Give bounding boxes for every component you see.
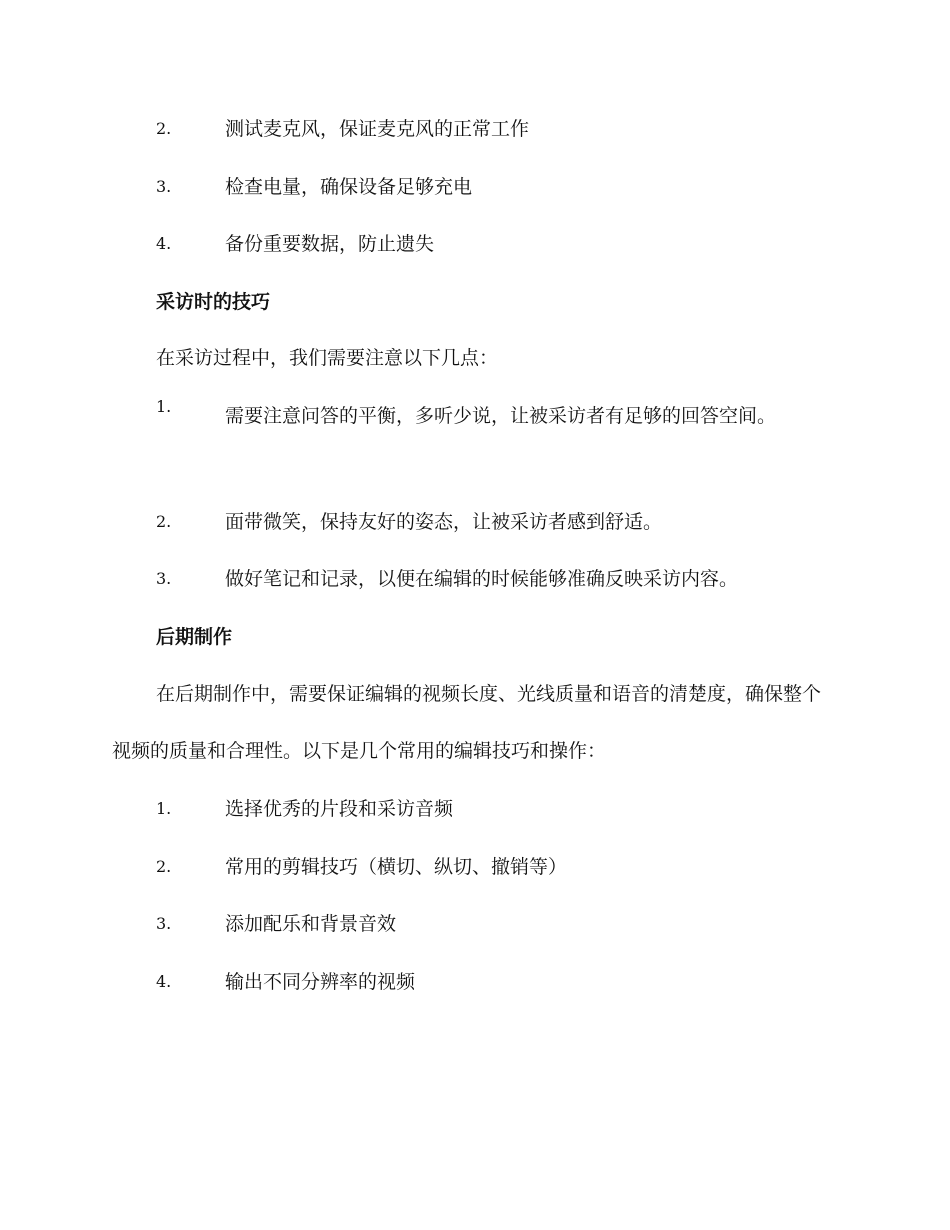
list-item: [112, 790, 830, 848]
list-text: 添加配乐和背景音效: [225, 913, 397, 936]
list-number: 2.: [156, 856, 172, 876]
section-intro-interview: 在采访过程中，我们需要注意以下几点：: [156, 347, 499, 370]
list-text: 常用的剪辑技巧（横切、纵切、撤销等）: [225, 855, 568, 878]
list-item: [112, 168, 830, 226]
document-content: [112, 110, 830, 1020]
list-number: 3.: [156, 914, 172, 934]
list-item: [112, 905, 830, 963]
list-item: [112, 963, 830, 1021]
list-text: 检查电量，确保设备足够充电: [225, 175, 473, 198]
list-number: 4.: [156, 971, 172, 991]
list-number: 3.: [156, 176, 172, 196]
list-item: [112, 225, 830, 283]
list-text: 做好笔记和记录，以便在编辑的时候能够准确反映采访内容。: [225, 568, 739, 591]
list-text: 面带微笑，保持友好的姿态，让被采访者感到舒适。: [225, 510, 663, 533]
list-text: 备份重要数据，防止遗失: [225, 233, 435, 255]
list-number: 4.: [156, 234, 172, 253]
section-heading-post: 后期制作: [156, 625, 233, 648]
section-heading-interview: 采访时的技巧: [156, 290, 271, 313]
list-item: [112, 560, 830, 618]
list-number: 1.: [156, 799, 172, 819]
list-number: 2.: [156, 119, 172, 138]
list-number: 3.: [156, 569, 172, 589]
list-item: [112, 848, 830, 906]
list-item: [112, 110, 830, 168]
section-intro-post: 在后期制作中，需要保证编辑的视频长度、光线质量和语音的清楚度，确保整个视频的质量和合理性。以下是几个常用的编辑技巧和操作：: [112, 682, 822, 762]
list-item: [112, 388, 830, 503]
list-text: 测试麦克风，保证麦克风的正常工作: [225, 118, 530, 140]
list-text: 需要注意问答的平衡，多听少说，让被采访者有足够的回答空间。: [225, 404, 777, 427]
list-text: 输出不同分辨率的视频: [225, 970, 416, 993]
list-number: 1.: [156, 396, 172, 416]
list-text: 选择优秀的片段和采访音频: [225, 798, 454, 821]
list-item: [112, 503, 830, 561]
list-number: 2.: [156, 511, 172, 531]
